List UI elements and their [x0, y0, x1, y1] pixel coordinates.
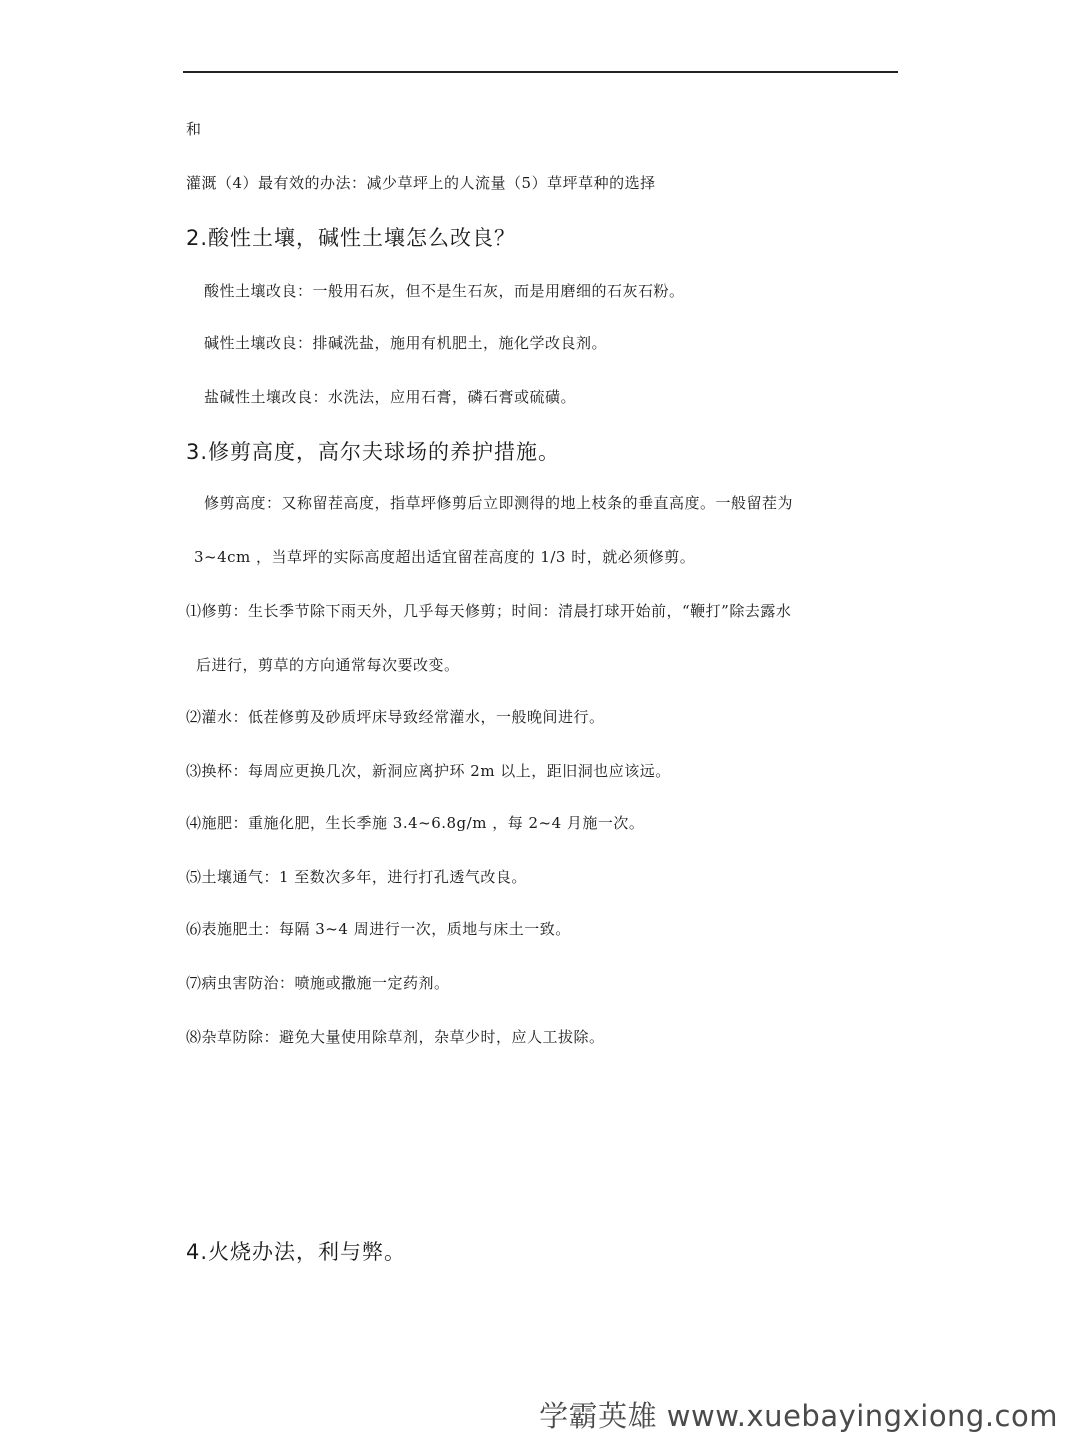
header-rule: [183, 71, 898, 73]
text-line: 灌溉（4）最有效的办法：减少草坪上的人流量（5）草坪草种的选择: [186, 174, 656, 192]
text-line: 碱性土壤改良：排碱洗盐，施用有机肥土，施化学改良剂。: [204, 334, 608, 352]
list-item: ⑴修剪：生长季节除下雨天外，几乎每天修剪；时间：清晨打球开始前，“鞭打”除去露水: [186, 602, 792, 620]
list-item: ⑶换杯：每周应更换几次，新洞应离护环 2m 以上，距旧洞也应该远。: [186, 762, 671, 780]
list-item: ⑹表施肥土：每隔 3~4 周进行一次，质地与床土一致。: [186, 920, 571, 938]
watermark: 学霸英雄 www.xuebayingxiong.com: [539, 1399, 1058, 1433]
section-heading-3: 3.修剪高度，高尔夫球场的养护措施。: [186, 440, 561, 464]
list-item: ⑸土壤通气：1 至数次多年，进行打孔透气改良。: [186, 868, 527, 886]
section-heading-2: 2.酸性土壤，碱性土壤怎么改良？: [186, 226, 517, 250]
list-item: ⑻杂草防除：避免大量使用除草剂，杂草少时，应人工拔除。: [186, 1028, 605, 1046]
text-line: 和: [186, 120, 202, 138]
list-item-continuation: 后进行，剪草的方向通常每次要改变。: [196, 656, 460, 674]
list-item: ⑷施肥：重施化肥，生长季施 3.4~6.8g/m ，每 2~4 月施一次。: [186, 814, 645, 832]
section-heading-4: 4.火烧办法，利与弊。: [186, 1240, 407, 1264]
text-line: 盐碱性土壤改良：水洗法，应用石膏，磷石膏或硫磺。: [204, 388, 577, 406]
list-item: ⑺病虫害防治：喷施或撒施一定药剂。: [186, 974, 450, 992]
text-line: 3~4cm ，当草坪的实际高度超出适宜留茬高度的 1/3 时，就必须修剪。: [194, 548, 696, 566]
list-item: ⑵灌水：低茬修剪及砂质坪床导致经常灌水，一般晚间进行。: [186, 708, 605, 726]
text-line: 修剪高度：又称留茬高度，指草坪修剪后立即测得的地上枝条的垂直高度。一般留茬为: [204, 494, 794, 512]
text-line: 酸性土壤改良：一般用石灰，但不是生石灰，而是用磨细的石灰石粉。: [204, 282, 685, 300]
